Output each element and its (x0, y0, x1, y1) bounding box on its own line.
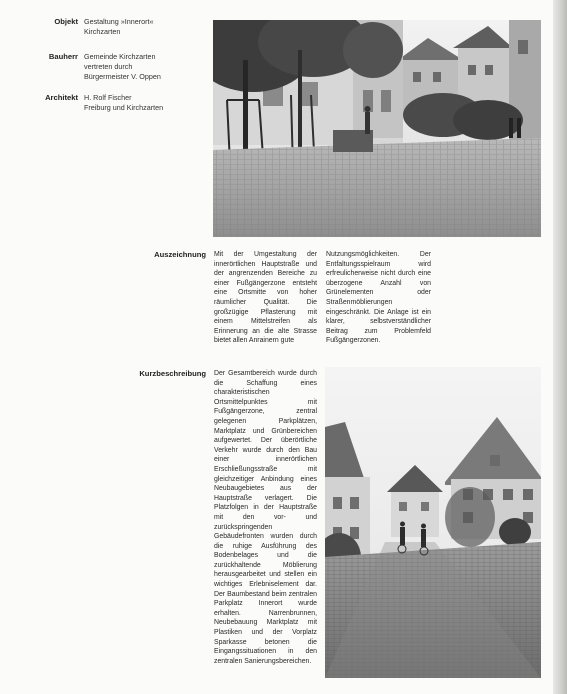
bauherr-label: Bauherr (48, 52, 78, 61)
street-photo-top-image (213, 20, 541, 237)
bauherr-value: Gemeinde Kirchzarten vertreten durch Bürgermeister V. Oppen (84, 52, 161, 81)
auszeichnung-heading: Auszeichnung (154, 250, 206, 259)
architekt-value: H. Rolf Fischer Freiburg und Kirchzarten (84, 93, 164, 112)
kurzbeschreibung-text: Der Gesamtbereich wurde durch die Schaffung eines charakteristischen Ortsmittelpunktes mit Fußgängerzone, zentral gelegenen Parkplätzen, Marktplatz und Grünbereichen aufgewertet. Der überörtliche Verkehr wurde durch den Bau einer innerörtlichen Erschließungsstraße mit gleichzeitiger Anbindung eines Neubaugebietes aus der Hauptstraße verlagert. Die Platzfolgen in der Hauptstraße mit den vor- und zurückspringenden Gebäudefronten wurden durch die ruhige Ausführung des Bodenbelages und die zurückhaltende Möblierung herausgearbeitet und stellen ein wichtiges Erlebniselement dar. Der Baumbestand beim zentralen Parkplatz Innerort wurde erhalten. Narrenbrunnen, Neubebauung Marktplatz mit Plastiken und der Vorplatz Sparkasse betonen die Eingangssituationen in den zentralen Sanierungsbereichen. (214, 370, 317, 665)
objekt-value: Gestaltung »Innerort« Kirchzarten (84, 17, 154, 36)
village-square-photo (325, 367, 541, 678)
page-edge-shadow (553, 0, 567, 694)
auszeichnung-text-col1: Mit der Umgestaltung der innerörtlichen Hauptstraße und der angrenzenden Bereiche zu einer Fußgängerzone entsteht eine Ortsmitte von hoher räumlicher Qualität. Die großzügige Pflasterung mit einem Mittelstreifen als Erinnerung an die alte Strasse bietet allen Anrainern gute (214, 251, 317, 345)
street-photo-top (213, 20, 541, 237)
architekt-label: Architekt (45, 93, 78, 102)
auszeichnung-text-col2: Nutzungsmöglichkeiten. Der Entfaltungsspielraum wird erfreulicherweise nicht durch eine überzogene Anzahl von Grünelementen oder Straßenmöblierungen eingeschränkt. Die Anlage ist ein klarer, selbstverständlicher Beitrag zum Problemfeld Fußgängerzonen. (326, 251, 431, 345)
village-square-photo-image (325, 367, 541, 678)
objekt-label: Objekt (54, 17, 78, 26)
kurzbeschreibung-heading: Kurzbeschreibung (139, 369, 206, 378)
